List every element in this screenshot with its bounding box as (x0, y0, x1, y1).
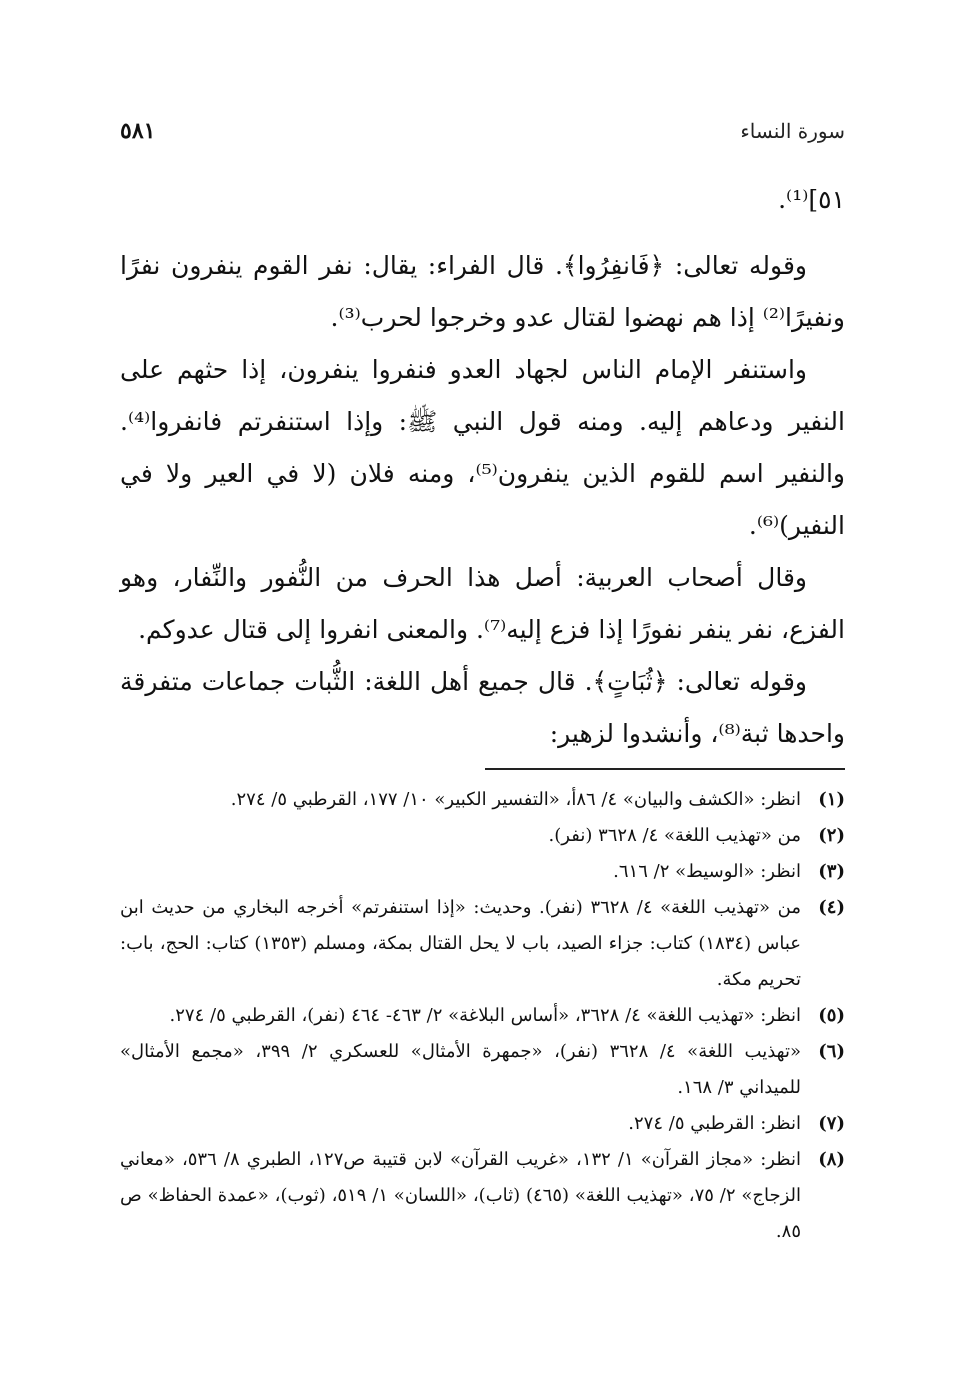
paragraph: وقال أصحاب العربية: أصل هذا الحرف من النُّفور والنِّفار، وهو الفزع، نفر ينفر نفورًا إذا فزع إليه⁽⁷⁾. والمعنى انفروا إلى قتال عدوكم. (120, 563, 845, 644)
footnote-separator (485, 768, 845, 770)
footnote-number: (٢) (818, 825, 845, 846)
footnote-text: «تهذيب اللغة» ٤/ ٣٦٢٨ (نفر)، «جمهرة الأمثال» للعسكري ٢/ ٣٩٩، «مجمع الأمثال» للميداني ٣/ ١٦٨. (120, 1041, 802, 1098)
surah-title: سورة النساء (740, 119, 845, 143)
footnote-text: انظر: «تهذيب اللغة» ٤/ ٣٦٢٨، «أساس البلاغة» ٢/ ٤٦٣- ٤٦٤ (نفر)، القرطبي ٥/ ٢٧٤. (169, 1005, 801, 1026)
paragraph: وقوله تعالى: ﴿فَانفِرُوا﴾. قال الفراء: يقال: نفر القوم ينفرون نفرًا ونفيرًا⁽²⁾ إذا هم نهضوا لقتال عدو وخرجوا لحرب⁽³⁾. (120, 251, 845, 332)
main-text (120, 240, 845, 760)
paragraph: واستنفر الإمام الناس لجهاد العدو فنفروا ينفرون، إذا حثهم على النفير ودعاهم إليه. ومنه قول النبي ﷺ: وإذا استنفرتم فانفروا⁽⁴⁾. والنفير اسم للقوم الذين ينفرون⁽⁵⁾، ومنه فلان (لا في العير ولا في النفير)⁽⁶⁾. (120, 355, 846, 540)
footnote-number: (٦) (818, 1041, 845, 1062)
footnote-item (120, 1034, 845, 1106)
footnote-text: انظر: «الوسيط» ٢/ ٦١٦. (613, 861, 801, 882)
footnote-number: (٥) (818, 1005, 845, 1026)
footnote-item (120, 1142, 845, 1250)
footnote-text: من «تهذيب اللغة» ٤/ ٣٦٢٨ (نفر). وحديث: «إذا استنفرتم» أخرجه البخاري من حديث ابن عباس (١٨٣٤) كتاب: جزاء الصيد، باب لا يحل القتال بمكة، ومسلم (١٣٥٣) كتاب: الحج، باب: تحريم مكة. (120, 897, 801, 990)
footnote-item (120, 854, 845, 890)
paragraph: وقوله تعالى: ﴿ثُبَاتٍ﴾. قال جميع أهل اللغة: الثُّبات جماعات متفرقة واحدها ثبة⁽⁸⁾، وأنشدوا لزهير: (120, 667, 845, 748)
footnote-text: انظر: القرطبي ٥/ ٢٧٤. (628, 1113, 801, 1134)
footnote-text: انظر: «الكشف والبيان» ٤/ ٨٦أ، «التفسير الكبير» ١٠/ ١٧٧، القرطبي ٥/ ٢٧٤. (230, 789, 801, 810)
footnote-number: (٨) (818, 1149, 845, 1170)
page-number: ٥٨١ (120, 118, 156, 144)
footnote-number: (٤) (818, 897, 845, 918)
footnote-number: (٧) (818, 1113, 845, 1134)
page-header (120, 118, 845, 162)
footnote-item (120, 890, 845, 998)
footnote-text: انظر: «مجاز القرآن» ١/ ١٣٢، «غريب القرآن» لابن قتيبة ص١٢٧، الطبري ٨/ ٥٣٦، «معاني الزجاج» ٢/ ٧٥، «تهذيب اللغة» (٤٦٥) (ثاب)، «اللسان» ١/ ٥١٩، (ثوب)، «عمدة الحفاظ» ص ٨٥. (120, 1149, 802, 1242)
footnote-number: (٣) (818, 861, 845, 882)
footnote-text: من «تهذيب اللغة» ٤/ ٣٦٢٨ (نفر). (548, 825, 801, 846)
footnote-item (120, 1106, 845, 1142)
footnote-item (120, 818, 845, 854)
book-page (120, 118, 845, 1250)
continuation-line: ٥١]⁽¹⁾. (778, 185, 845, 214)
footnote-number: (١) (818, 789, 845, 810)
footnotes (120, 782, 845, 1250)
footnote-item (120, 998, 845, 1034)
footnote-item (120, 782, 845, 818)
